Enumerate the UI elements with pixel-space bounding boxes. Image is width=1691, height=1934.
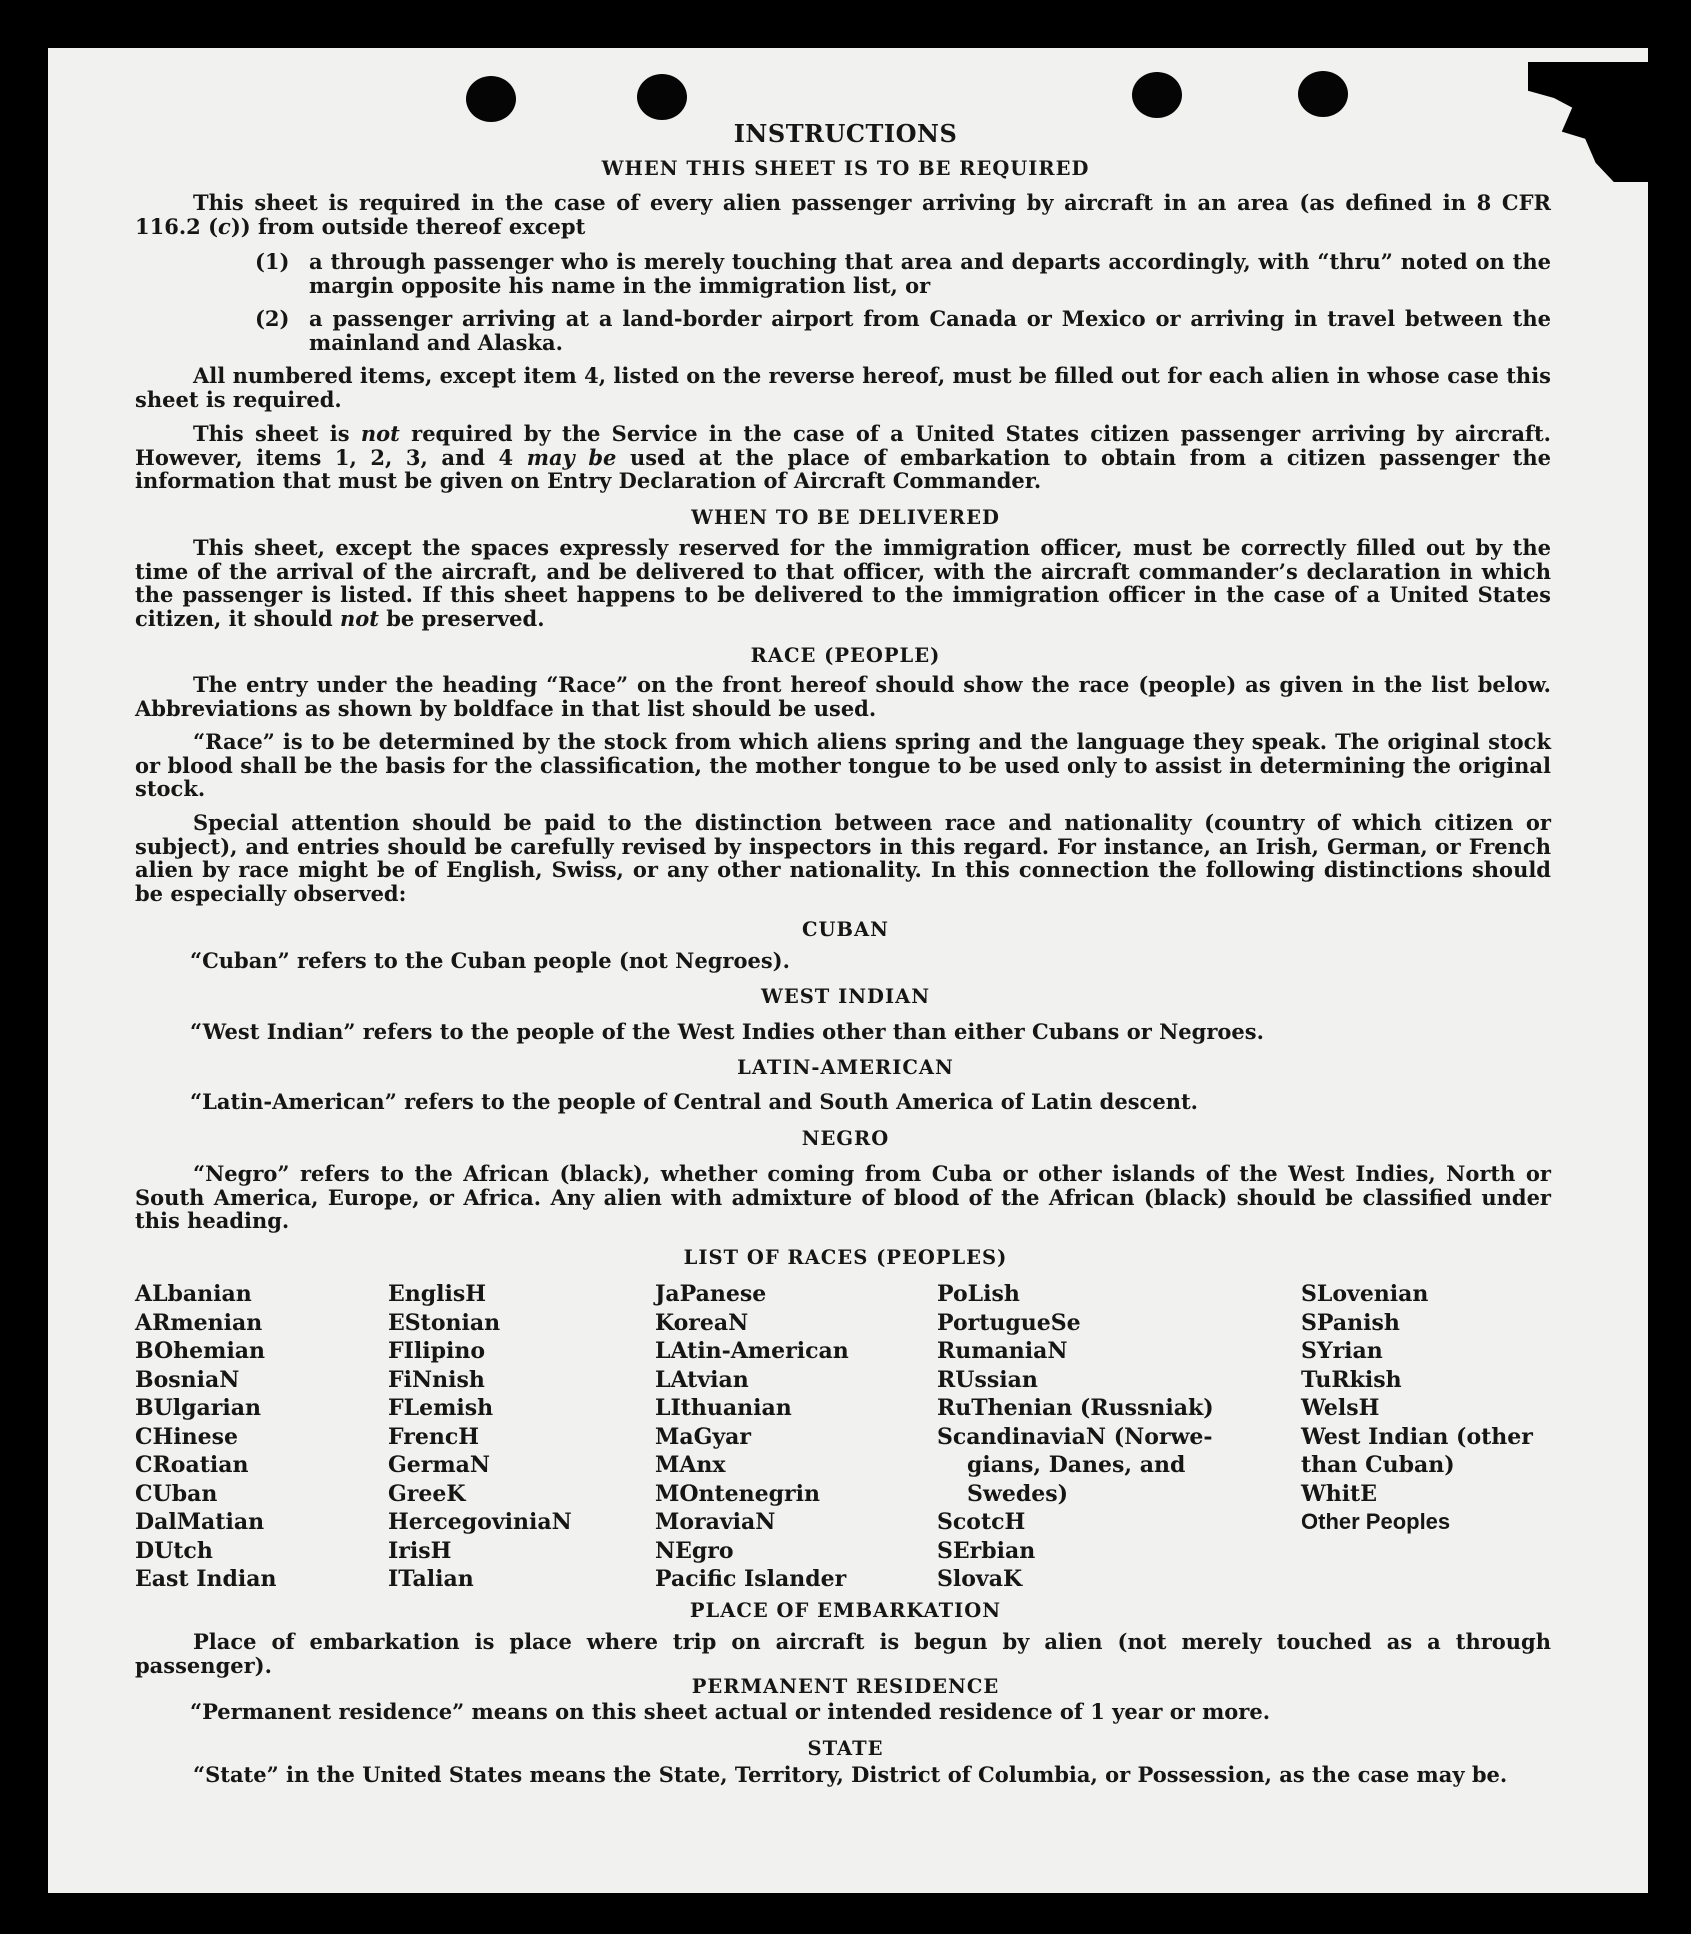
race-list-item: TuRkish xyxy=(1301,1366,1402,1393)
race-list-item: GreeK xyxy=(388,1480,466,1507)
exception-item-2: (2) a passenger arriving at a land-border airport from Canada or Mexico or arriving in travel between the mainland and Alaska. xyxy=(255,306,1551,355)
race-list-item: CUban xyxy=(135,1480,218,1507)
race-list-item: GermaN xyxy=(388,1452,491,1478)
race-list-item: WelsH xyxy=(1301,1395,1380,1421)
paragraph-race-entry: The entry under the heading “Race” on the front hereof should show the race (people) as given in the list below. Abbreviations as shown by boldface in that list should be used. xyxy=(135,672,1551,721)
race-list-item: JaPanese xyxy=(655,1281,767,1307)
race-list-item: MaGyar xyxy=(655,1423,752,1450)
paragraph-delivery: This sheet, except the spaces expressly reserved for the immigration officer, must be correctly filled out by the time of the arrival of the aircraft, and be delivered to that officer, with the aircraft commander’s declaration in which the passenger is listed. If this sheet happens to be delivered to the immigration officer in the case of a United States citizen, it should not be preserved. xyxy=(135,535,1551,631)
race-list-item: CHinese xyxy=(135,1423,239,1450)
race-list-item: SYrian xyxy=(1301,1338,1383,1364)
race-list-item: FrencH xyxy=(388,1423,479,1450)
heading-when-delivered: WHEN TO BE DELIVERED xyxy=(691,506,1000,529)
definition-negro: “Negro” refers to the African (black), whether coming from Cuba or other islands of the West Indies, North or South America, Europe, or Africa. Any alien with admixture of blood of the African (black) should be classified under this heading. xyxy=(135,1161,1551,1233)
heading-when-required: WHEN THIS SHEET IS TO BE REQUIRED xyxy=(601,157,1090,180)
paragraph-race-nationality: Special attention should be paid to the distinction between race and nationality (country of which citizen or subject), and entries should be carefully revised by inspectors in this regard. For instance, an Irish, German, or French alien by race might be of English, Swiss, or any other nationality. In this connection the following distinctions should be especially observed: xyxy=(135,810,1551,906)
race-list-column-5 xyxy=(1301,1280,1533,1537)
race-list-item: PortugueSe xyxy=(937,1309,1081,1336)
race-list-item: MoraviaN xyxy=(655,1509,776,1535)
race-list-item: SPanish xyxy=(1301,1309,1400,1336)
race-list-item-continued: than Cuban) xyxy=(1301,1452,1455,1478)
paragraph-numbered-items: All numbered items, except item 4, listed on the reverse hereof, must be filled out for each alien in whose case this sheet is required. xyxy=(135,363,1551,412)
race-list-item: NEgro xyxy=(655,1537,734,1564)
definition-cuban: “Cuban” refers to the Cuban people (not Negroes). xyxy=(190,948,790,973)
race-list-item: HercegoviniaN xyxy=(388,1509,572,1535)
heading-list-of-races: LIST OF RACES (PEOPLES) xyxy=(683,1246,1008,1269)
heading-negro: NEGRO xyxy=(801,1127,890,1150)
definition-permanent-residence: “Permanent residence” means on this sheet actual or intended residence of 1 year or more. xyxy=(190,1699,1271,1724)
race-list-item: DalMatian xyxy=(135,1509,265,1535)
paragraph-race-definition: “Race” is to be determined by the stock from which aliens spring and the language they speak. The original stock or blood shall be the basis for the classification, the mother tongue to be used only to assist in determining the original stock. xyxy=(135,729,1551,801)
race-list-column-1 xyxy=(135,1280,277,1594)
race-list-item: RuThenian (Russniak) xyxy=(937,1395,1214,1421)
race-list-item: MOntenegrin xyxy=(655,1480,820,1507)
heading-latin-american: LATIN-AMERICAN xyxy=(737,1056,954,1079)
race-list-item: DUtch xyxy=(135,1537,213,1564)
race-list-column-2 xyxy=(388,1280,572,1594)
race-list-item: SErbian xyxy=(937,1537,1036,1564)
race-list-column-4 xyxy=(937,1280,1214,1594)
race-list-item: IrisH xyxy=(388,1537,452,1564)
race-list-item: ScandinaviaN (Norwe- xyxy=(937,1423,1213,1450)
race-list-item: EStonian xyxy=(388,1309,501,1336)
race-list-item: FLemish xyxy=(388,1395,494,1421)
race-list-item: Pacific Islander xyxy=(655,1566,847,1592)
punch-hole xyxy=(1132,72,1182,118)
race-list-column-3 xyxy=(655,1280,849,1594)
race-list-item: Other Peoples xyxy=(1301,1509,1451,1534)
race-list-item: ALbanian xyxy=(135,1281,252,1307)
race-list-item: KoreaN xyxy=(655,1309,749,1336)
race-list-item: RUssian xyxy=(937,1366,1038,1393)
exception-item-1: (1) a through passenger who is merely touching that area and departs accordingly, with “thru” noted on the margin opposite his name in the immigration list, or xyxy=(255,249,1551,298)
race-list-item: CRoatian xyxy=(135,1452,249,1478)
race-list-item: LAtvian xyxy=(655,1366,749,1393)
definition-state: “State” in the United States means the State, Territory, District of Columbia, or Possession, as the case may be. xyxy=(193,1762,1508,1787)
paragraph-required-intro: This sheet is required in the case of every alien passenger arriving by aircraft in an area (as defined in 8 CFR 116.2 (c)) from outside thereof except xyxy=(135,190,1551,239)
race-list-item: FIlipino xyxy=(388,1338,486,1364)
race-list-item: RumaniaN xyxy=(937,1338,1068,1364)
race-list-item: SLovenian xyxy=(1301,1281,1429,1307)
page-title: INSTRUCTIONS xyxy=(733,119,958,148)
race-list-item: LAtin-American xyxy=(655,1338,849,1364)
race-list-item: BUlgarian xyxy=(135,1395,261,1421)
paragraph-citizen-note: This sheet is not required by the Service in the case of a United States citizen passenger arriving by aircraft. However, items 1, 2, 3, and 4 may be used at the place of embarkation to obtain from a citizen passenger the information that must be given on Entry Declaration of Aircraft Commander. xyxy=(135,421,1551,493)
heading-state: STATE xyxy=(807,1737,884,1760)
race-list-item: WhitE xyxy=(1301,1480,1377,1507)
race-list-item: BosniaN xyxy=(135,1366,240,1393)
race-list-item: BOhemian xyxy=(135,1338,266,1364)
definition-latin-american: “Latin-American” refers to the people of Central and South America of Latin descent. xyxy=(190,1089,1198,1114)
punch-hole xyxy=(466,76,516,122)
punch-hole xyxy=(1298,71,1348,117)
race-list-item: ScotcH xyxy=(937,1509,1026,1535)
race-list-item: PoLish xyxy=(937,1281,1020,1307)
race-list-item: LIthuanian xyxy=(655,1395,792,1421)
race-list-item: West Indian (other xyxy=(1301,1423,1533,1450)
race-list-item-continued: Swedes) xyxy=(967,1480,1068,1507)
race-list-item: East Indian xyxy=(135,1566,277,1592)
heading-permanent-residence: PERMANENT RESIDENCE xyxy=(691,1675,1000,1698)
race-list-item: EnglisH xyxy=(388,1281,487,1307)
heading-west-indian: WEST INDIAN xyxy=(760,985,931,1008)
race-list-item: FiNnish xyxy=(388,1366,485,1393)
race-list-item: MAnx xyxy=(655,1452,726,1478)
race-list-item: ARmenian xyxy=(135,1309,263,1336)
definition-west-indian: “West Indian” refers to the people of the West Indies other than either Cubans or Negroes. xyxy=(190,1019,1264,1044)
race-list-item-continued: gians, Danes, and xyxy=(967,1452,1186,1478)
definition-place-of-embarkation: Place of embarkation is place where trip on aircraft is begun by alien (not merely touched as a through passenger). xyxy=(135,1629,1551,1678)
race-list-item: ITalian xyxy=(388,1566,474,1592)
race-list-item: SlovaK xyxy=(937,1566,1023,1592)
heading-race: RACE (PEOPLE) xyxy=(750,644,941,667)
punch-hole xyxy=(637,74,687,120)
heading-cuban: CUBAN xyxy=(802,918,889,941)
heading-place-of-embarkation: PLACE OF EMBARKATION xyxy=(689,1599,1002,1622)
